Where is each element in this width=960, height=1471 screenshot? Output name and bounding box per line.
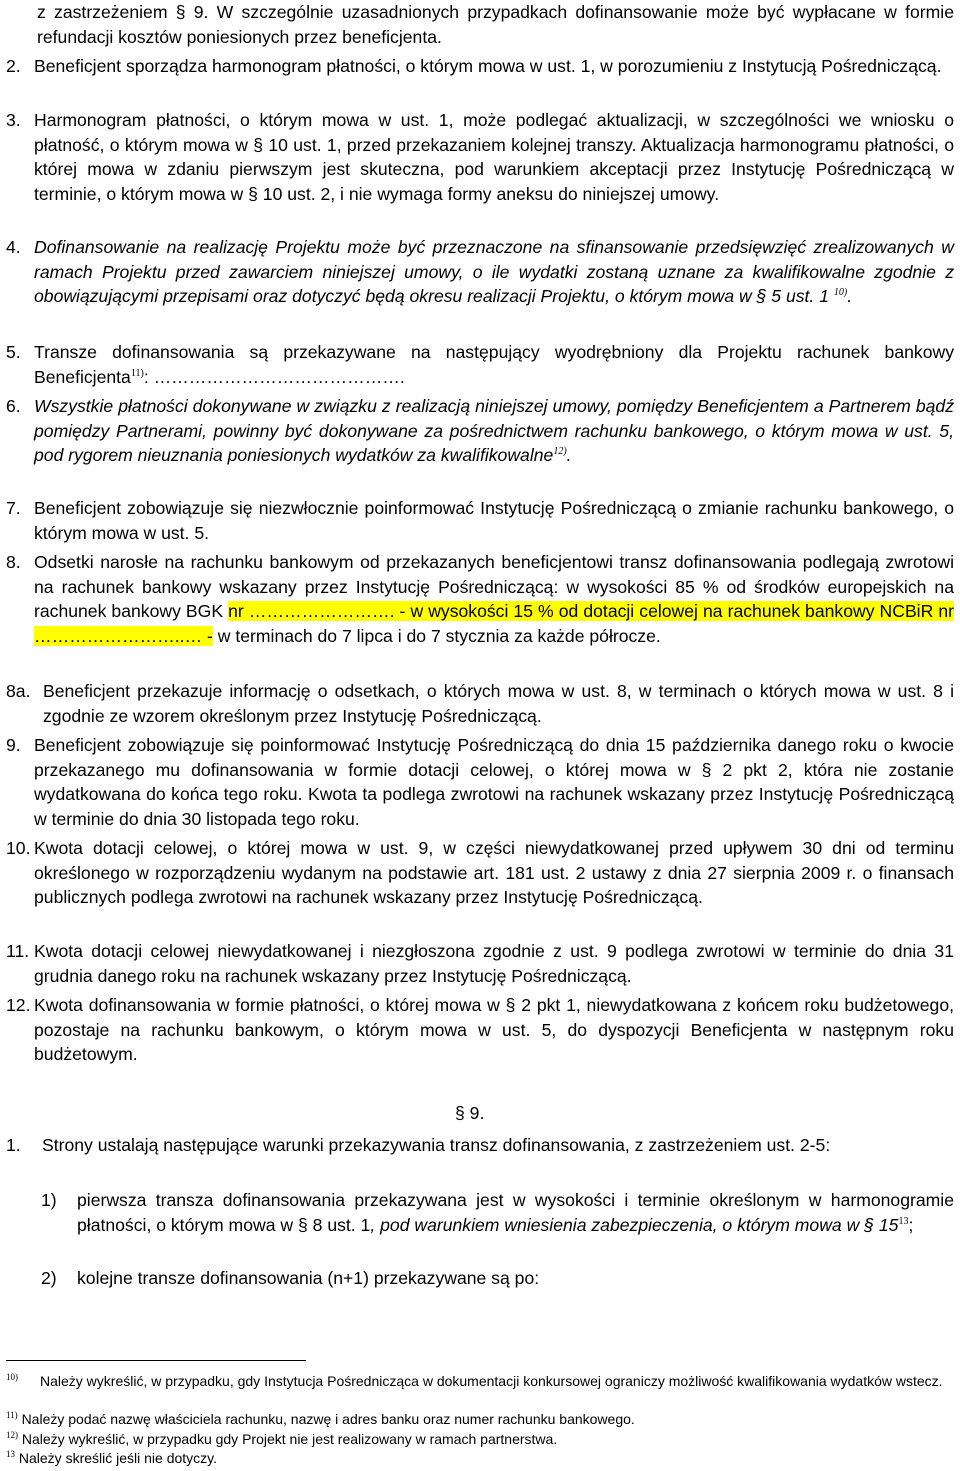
list-text: Transze dofinansowania są przekazywane na następujący wyodrębniony dla Projektu rachunek bankowy Beneficjenta$^{11)}$: ……………………………………. xyxy=(34,342,954,387)
list-text: Odsetki narosłe na rachunku bankowym od przekazanych beneficjentowi transz dofinansowania podlegają zwrotowi na rachunek bankowy wskazany przez Instytucję Pośredniczącą: w wysokości 85 % od środków europejskich na rachunek bankowy BGK nr ……………………. - w wysokości 15 % od dotacji celowej na rachunek bankowy NCBiR nr ……………………..… - w terminach do 7 lipca i do 7 stycznia za każde półrocze. xyxy=(34,552,954,646)
paragraph-text: z zastrzeżeniem § 9. W szczególnie uzasadnionych przypadkach dofinansowanie może być wypłacane w formie refundacji kosztów poniesionych przez beneficjenta. xyxy=(37,2,954,47)
footnote-marker: 10) xyxy=(6,1372,18,1382)
list-number: 9. xyxy=(6,735,21,755)
list-text: Beneficjent zobowiązuje się poinformować Instytucję Pośredniczącą do dnia 15 października danego roku o kwocie przekazanego mu dofinansowania w formie dotacji celowej, o której mowa w § 2 pkt 2, która nie zostanie wydatkowana do końca tego roku. Kwota ta podlega zwrotowi na rachunek wskazany przez Instytucję Pośredniczącą w terminie do dnia 30 listopada tego roku. xyxy=(34,735,954,829)
sublist-item-2 xyxy=(41,1266,954,1291)
list-text: Beneficjent przekazuje informację o odsetkach, o których mowa w ust. 8, w terminach o których mowa w ust. 8 i zgodnie ze wzorem określonym przez Instytucję Pośredniczącą. xyxy=(43,681,954,726)
list-text: Kwota dotacji celowej, o której mowa w ust. 9, w części niewydatkowanej przed upływem 30 dni od terminu określonego w rozporządzeniu wydanym na podstawie art. 181 ust. 2 ustawy z dnia 27 sierpnia 2009 r. o finansach publicznych podlega zwrotowi na rachunek wskazany przez Instytucję Pośredniczącą. xyxy=(34,838,954,907)
list-number: 8a. xyxy=(6,681,31,701)
list-number: 5. xyxy=(6,342,21,362)
list-number: 1) xyxy=(41,1190,57,1210)
list-text: Beneficjent sporządza harmonogram płatności, o którym mowa w ust. 1, w porozumieniu z Instytucją Pośredniczącą. xyxy=(34,56,942,76)
footnote-10: $^{10)}$ Należy wykreślić, w przypadku, gdy Instytucja Pośrednicząca w dokumentacji konkursowej ograniczy możliwość kwalifikowania wydatków wstecz. xyxy=(6,1372,943,1389)
list-text: Beneficjent zobowiązuje się niezwłocznie poinformować Instytucję Pośredniczącą o zmianie rachunku bankowego, o którym mowa w ust. 5. xyxy=(34,498,954,543)
list-number: 8. xyxy=(6,552,21,572)
footnote-11: $^{11)}$ Należy podać nazwę właściciela rachunku, nazwę i adres banku oraz numer rachunku bankowego. xyxy=(6,1410,635,1427)
highlighted-text: nr ……………………. - w wysokości 15 % od dotacji celowej na rachunek bankowy NCBiR nr ……………………..… - xyxy=(34,601,954,646)
list-text: Harmonogram płatności, o którym mowa w ust. 1, może podlegać aktualizacji, w szczególności we wniosku o płatność, o którym mowa w § 10 ust. 1, przed przekazaniem kolejnej transzy. Aktualizacja harmonogramu płatności, o której mowa w zdaniu pierwszym jest skuteczna, pod warunkiem akceptacji przez Instytucję Pośredniczącą w terminie, o którym mowa w § 10 ust. 2, i nie wymaga formy aneksu do niniejszej umowy. xyxy=(34,110,954,204)
list-text: Wszystkie płatności dokonywane w związku z realizacją niniejszej umowy, pomiędzy Beneficjentem a Partnerem bądź pomiędzy Partnerami, powinny być dokonywane za pośrednictwem rachunku bankowego, o którym mowa w ust. 5, pod rygorem nieuznania poniesionych wydatków za kwalifikowalne$^{12)}$. xyxy=(34,396,954,465)
list-number: 7. xyxy=(6,498,21,518)
footnote-ref: 11) xyxy=(130,367,144,379)
list-item-9 xyxy=(6,733,954,831)
list-text: Kwota dofinansowania w formie płatności, o której mowa w § 2 pkt 1, niewydatkowana z końcem roku budżetowego, pozostaje na rachunku bankowym, o którym mowa w ust. 5, do dyspozycji Beneficjenta w następnym roku budżetowym. xyxy=(34,995,954,1064)
list-item-7 xyxy=(6,496,954,545)
footnote-ref: 13 xyxy=(898,1215,909,1227)
list-number: 2) xyxy=(41,1268,57,1288)
footnote-marker: 12) xyxy=(6,1430,18,1440)
list-item-8 xyxy=(6,550,954,648)
list-number: 3. xyxy=(6,110,21,130)
footnote-ref: 10) xyxy=(833,287,848,298)
list-number: 10. xyxy=(6,838,31,858)
list-text: Strony ustalają następujące warunki przekazywania transz dofinansowania, z zastrzeżeniem ust. 2-5: xyxy=(42,1135,831,1155)
list-text: pierwsza transza dofinansowania przekazywana jest w wysokości i terminie określonym w harmonogramie płatności, o którym mowa w § 8 ust. 1, pod warunkiem wniesienia zabezpieczenia, o którym mowa w § $15^{13}$; xyxy=(77,1190,954,1235)
list-item-5 xyxy=(6,340,954,389)
list-item-8a xyxy=(6,679,954,728)
list-text: Dofinansowanie na realizację Projektu może być przeznaczone na sfinansowanie przedsięwzięć zrealizowanych w ramach Projektu przed zawarciem niniejszej umowy, o ile wydatki zostaną uznane za kwalifikowalne zgodnie z obowiązującymi przepisami oraz dotyczyć będą okresu realizacji Projektu, o którym mowa w § 5 ust. 1 $^{10)}$. xyxy=(34,237,954,306)
list-number: 6. xyxy=(6,396,21,416)
list-item-6 xyxy=(6,394,954,468)
list-item-11 xyxy=(6,939,954,988)
footnote-separator xyxy=(6,1360,306,1361)
list-item-s9-1 xyxy=(6,1133,954,1158)
footnote-ref: 12) xyxy=(553,446,567,457)
list-number: 12. xyxy=(6,995,31,1015)
list-item-10 xyxy=(6,836,954,910)
sublist-item-1 xyxy=(41,1188,954,1237)
list-item-12 xyxy=(6,993,954,1067)
list-item-3 xyxy=(6,108,954,206)
list-item-4 xyxy=(6,235,954,309)
list-text: Kwota dotacji celowej niewydatkowanej i niezgłoszona zgodnie z ust. 9 podlega zwrotowi w terminie do dnia 31 grudnia danego roku na rachunek wskazany przez Instytucję Pośredniczącą. xyxy=(34,941,954,986)
footnote-12: $^{12)}$ Należy wykreślić, w przypadku gdy Projekt nie jest realizowany w ramach partnerstwa. xyxy=(6,1430,558,1447)
footnote-13: $^{13}$ Należy skreślić jeśli nie dotyczy. xyxy=(6,1449,218,1466)
list-number: 2. xyxy=(6,56,21,76)
list-number: 4. xyxy=(6,237,21,257)
list-item-2 xyxy=(6,54,954,79)
footnote-marker: 13 xyxy=(6,1449,15,1459)
list-text: kolejne transze dofinansowania (n+1) przekazywane są po: xyxy=(77,1268,540,1288)
list-number: 1. xyxy=(6,1135,21,1155)
list-number: 11. xyxy=(6,941,30,961)
section-heading: § 9. xyxy=(455,1103,485,1123)
paragraph-continuation xyxy=(6,0,954,49)
footnote-marker: 11) xyxy=(6,1410,18,1420)
